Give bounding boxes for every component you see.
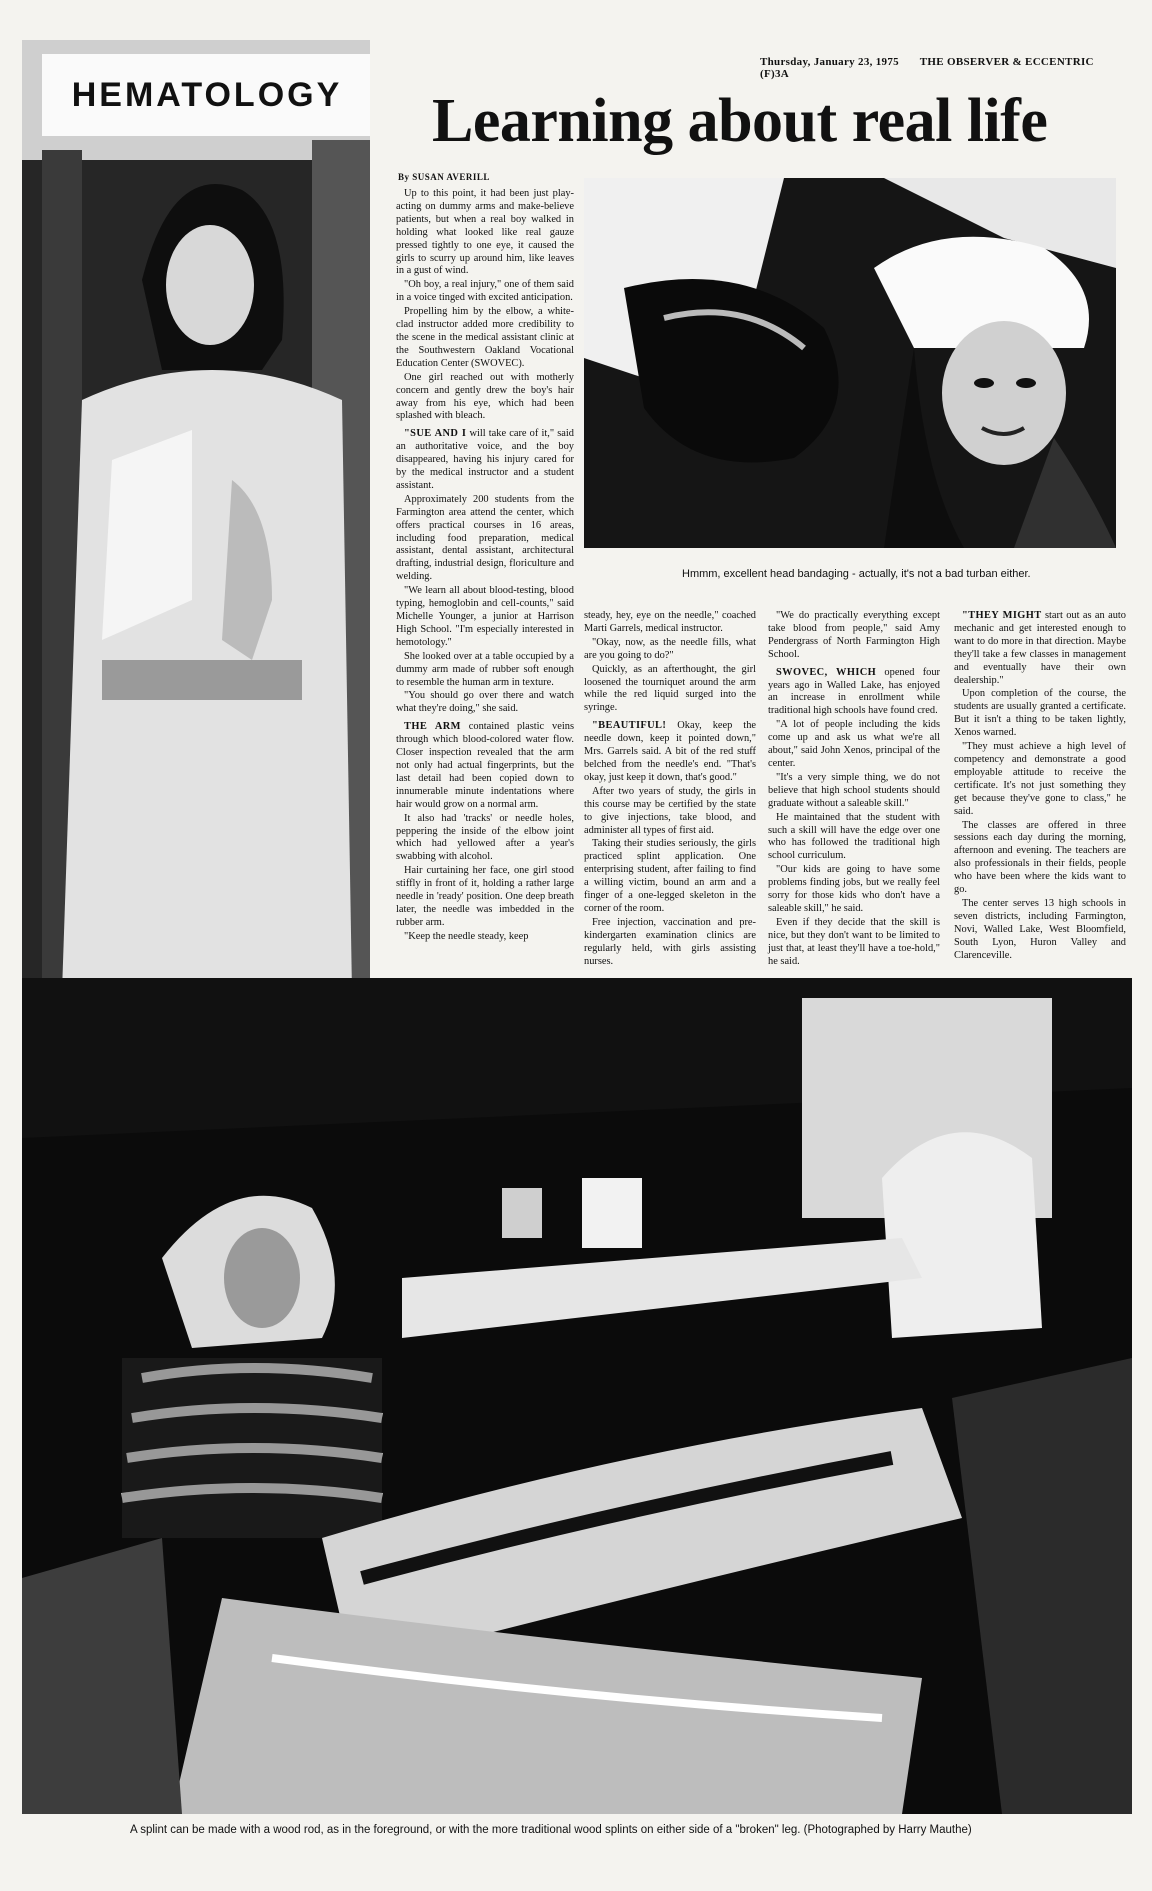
masthead-paper: THE OBSERVER & ECCENTRIC: [919, 56, 1094, 68]
col2-para: Taking their studies seriously, the girls practiced splint application. One enterprising student, after failing to find a willing victim, bound an arm and a finger of a one-legged skeleton in the corner of the room.: [584, 838, 756, 914]
col1-para-lead: [396, 721, 574, 811]
col3-lead-text: opened four years ago in Walled Lake, has enjoyed an increase in enrollment while traditional high schools have found cred.: [768, 666, 941, 717]
headline: Learning about real life: [432, 87, 1048, 155]
col3-para: "Our kids are going to have some problems finding jobs, but we really feel sorry for those kids who don't have a saleable skill," he said.: [768, 864, 940, 914]
col3-lead-words: SWOVEC, WHICH: [776, 666, 877, 678]
col3-para: "We do practically everything except take blood from people," said Amy Pendergrass of North Farmington High School.: [768, 610, 940, 660]
col1-para: Approximately 200 students from the Farmington area attend the center, which offers practical courses in 16 areas, including food preparation, medical assistant, dental assistant, architectural drafting, industrial design, floriculture and welding.: [396, 493, 574, 583]
col1-para: "We learn all about blood-testing, blood typing, hemoglobin and cell-counts," said Michelle Younger, a junior at Harrison High School. "I'm especially interested in hemotology.": [396, 585, 574, 648]
photo-head-bandage-image: [584, 178, 1116, 548]
caption-splint-practice: A splint can be made with a wood rod, as in the foreground, or with the more traditional wood splints on either side of a "broken" leg. (Photographed by Harry Mauthe): [130, 1824, 972, 1836]
col1-para: "You should go over there and watch what they're doing," she said.: [396, 690, 574, 715]
photo-instructor-image: [22, 40, 370, 992]
masthead: [760, 56, 1132, 80]
col1-lead-text: will take care of it," said an authoritative voice, and the boy disappeared, having his injury cared for by the medical instructor and a student assistant.: [396, 428, 574, 491]
col1-para: Hair curtaining her face, one girl stood stiffly in front of it, holding a rather large needle in 'ready' position. One deep breath later, the needle was imbedded in the rubber arm.: [396, 865, 574, 928]
col1-lead-text: contained plastic veins through which blood-colored water flow. Closer inspection revealed that the arm not only had actual fingerprints, but the last detail had been copied down to innumerable minute indentations where hair would grow on a normal arm.: [396, 721, 574, 810]
photo-splint-practice: [22, 978, 1132, 1814]
photo-instructor: [22, 40, 370, 992]
col4-para: Upon completion of the course, the students are usually granted a certificate. But it isn't a thing to be taken lightly, Xenos warned.: [954, 688, 1126, 739]
col2-lead-words: "BEAUTIFUL!: [592, 720, 667, 732]
col1-para: "Oh boy, a real injury," one of them said in a voice tinged with excited anticipation.: [396, 279, 574, 304]
col1-para: Propelling him by the elbow, a white-clad instructor added more credibility to the scene in the medical assistant clinic at the Southwestern Oakland Vocational Education Center (SWOVEC).: [396, 306, 574, 369]
col2-para: "Okay, now, as the needle fills, what are you going to do?": [584, 636, 756, 661]
col1-para-lead: [396, 428, 574, 493]
col2-para: Free injection, vaccination and pre-kindergarten examination clinics are regularly held, with girls assisting nurses.: [584, 916, 756, 967]
col3-para: "It's a very simple thing, we do not believe that high school students should graduate without a saleable skill.": [768, 771, 940, 809]
col4-para: The center serves 13 high schools in seven districts, including Farmington, Novi, Walled Lake, West Bloomfield, South Lyon, Huron Valley and Clarenceville.: [954, 897, 1126, 961]
col2-para-lead: [584, 720, 756, 785]
hematology-sign: HEMATOLOGY: [42, 54, 370, 136]
col1-para: One girl reached out with motherly concern and gently drew the boy's hair away from his eye, which had been splashed with bleach.: [396, 371, 574, 422]
col1-para: It also had 'tracks' or needle holes, peppering the inside of the elbow joint which had yellowed after a year's swabbing with alcohol.: [396, 812, 574, 863]
col4-lead-text: start out as an auto mechanic and get interested enough to want to do more in that direction. Maybe they'll take a few classes in management and eventually have their own dealership.": [954, 610, 1126, 686]
photo-splint-practice-image: [22, 978, 1132, 1814]
col4-para-lead: [954, 610, 1126, 687]
col4-para: "They must achieve a high level of competency and demonstrate a good employable attitude to receive the certificate. It's not just something they get because they've gone to class," he said.: [954, 741, 1126, 817]
col3-para: He maintained that the student with such a skill will have the edge over one who has followed the traditional high school curriculum.: [768, 811, 940, 862]
col2-para: After two years of study, the girls in this course may be certified by the state to give injections, take blood, and administer all types of first aid.: [584, 785, 756, 836]
col1-lead-words: "SUE AND I: [404, 428, 467, 440]
col3-para-lead: [768, 667, 940, 719]
masthead-page: (F)3A: [760, 68, 789, 80]
article-column-2: [584, 610, 756, 969]
article-column-4: [954, 610, 1126, 963]
masthead-date: Thursday, January 23, 1975: [760, 56, 899, 68]
col1-para: She looked over at a table occupied by a dummy arm made of rubber soft enough to resemble the human arm in texture.: [396, 650, 574, 688]
article-column-1: [396, 188, 574, 945]
col2-para: Quickly, as an afterthought, the girl loosened the tourniquet around the arm while the red liquid surged into the syringe.: [584, 663, 756, 714]
col3-para: Even if they decide that the skill is nice, but they don't want to be limited to just that, at least they'll have a toe-hold," he said.: [768, 916, 940, 967]
byline: By SUSAN AVERILL: [398, 172, 490, 182]
col1-lead-words: THE ARM: [404, 721, 461, 733]
col2-para: steady, hey, eye on the needle," coached Marti Garrels, medical instructor.: [584, 610, 756, 634]
col1-para: Up to this point, it had been just play-acting on dummy arms and make-believe patients, but when a real boy walked in holding what looked like real gauze pressed tightly to one eye, it caused the girls to scurry up around him, like leaves in a gust of wind.: [396, 188, 574, 277]
col4-para: The classes are offered in three sessions each day during the morning, afternoon and evening. The teachers are also professionals in their fields, people who have been where the kids want to go.: [954, 819, 1126, 896]
photo-head-bandage: [584, 178, 1116, 548]
col1-para: "Keep the needle steady, keep: [404, 930, 529, 942]
col2-lead-text: Okay, keep the needle down, keep it pointed down," Mrs. Garrels said. A bit of the red stuff belched from the needle's end. "That's okay, just keep it down, that's good.": [584, 720, 756, 783]
article-column-3: [768, 610, 940, 969]
caption-head-bandage: Hmmm, excellent head bandaging - actually, it's not a bad turban either.: [682, 568, 1031, 580]
col3-para: "A lot of people including the kids come up and ask us what we're all about," said John Xenos, principal of the center.: [768, 719, 940, 769]
col4-lead-words: "THEY MIGHT: [962, 610, 1042, 621]
